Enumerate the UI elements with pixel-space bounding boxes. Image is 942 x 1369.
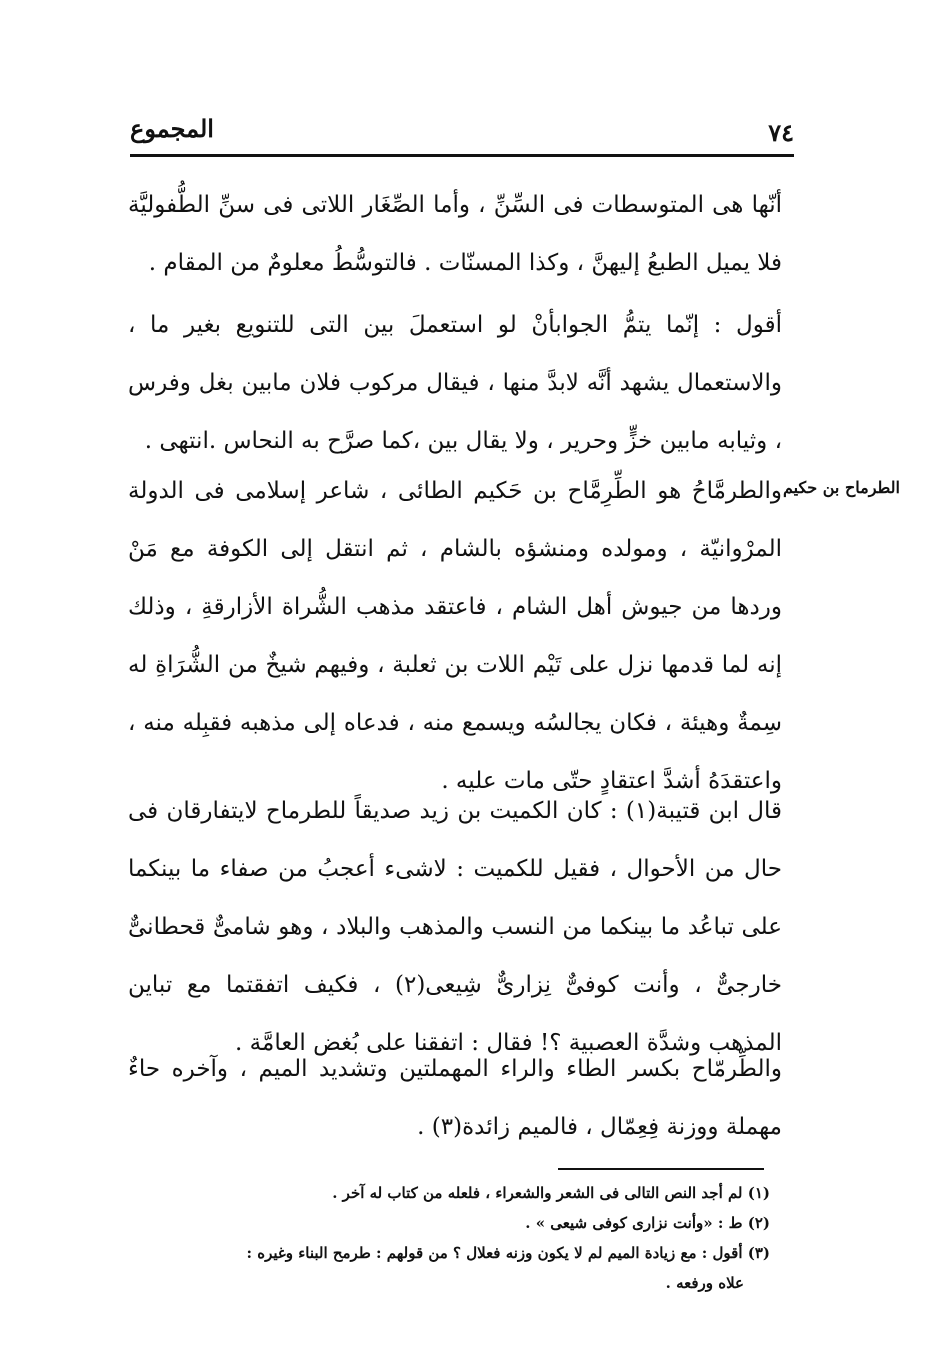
footnote-3: (٣) أقول : مع زيادة الميم لم لا يكون وزنه فعلال ؟ من قولهم : طرمح البناء وغيره :: [246, 1244, 770, 1262]
running-title: المجموع: [130, 114, 214, 143]
paragraph-1: أنّها هى المتوسطات فى السِّنِّ ، وأما الصِّغَار اللاتى فى سنِّ الطُّفوليَّة فلا يميل الطبعُ إليهنَّ ، وكذا المسنّات . فالتوسُّطُ معلومٌ من المقام .: [128, 192, 782, 276]
footnote-3-continuation: علاه ورفعه .: [665, 1274, 744, 1292]
footnote-rule: [558, 1168, 764, 1170]
page-header: [130, 108, 794, 152]
footnote-1: (١) لم أجد النص التالى فى الشعر والشعراء ، فلعله من كتاب له آخر .: [332, 1184, 770, 1202]
paragraph-4: قال ابن قتيبة(١) : كان الكميت بن زيد صديقاً للطرماح لايتفارقان فى حال من الأحوال ، فقيل للكميت : لاشىء أعجبُ من صفاء ما بينكما على تباعُد ما بينكما من النسب والمذهب والبلاد ، وهو شامىٌّ قحطانىٌّ خارجىٌّ ، وأنت كوفىٌّ نِزارىٌّ شِيعى(٢) ، فكيف اتفقتما مع تباين المذهب وشدَّة العصبية ؟! فقال : اتفقنا على بُغض العامَّة .: [128, 798, 782, 1056]
header-rule: [130, 154, 794, 157]
margin-note: الطرماح بن حكيم: [782, 478, 900, 497]
paragraph-2: أقول : إنّما يتمُّ الجوابأنْ لو استعملَ بين التى للتنويع بغير ما ، والاستعمال يشهد أنَّه لابدَّ منها ، فيقال مركوب فلان مابين بغل وفرس ، وثيابه مابين خزٍّ وحرير ، ولا يقال بين ،كما صرَّح به النحاس .انتهى .: [128, 312, 782, 454]
paragraph-5: والطِّرمّاح بكسر الطاء والراء المهملتين وتشديد الميم ، وآخره حاءٌ مهملة ووزنة فِعِمّال ، فالميم زائدة(٣) .: [128, 1056, 782, 1140]
page-number: ٧٤: [768, 118, 794, 147]
footnotes: [150, 1178, 770, 1298]
paragraph-3: والطرمَّاحُ هو الطِّرِمَّاح بن حَكيم الطائى ، شاعر إسلامى فى الدولة المرْوانيّة ، ومولده ومنشؤه بالشام ، ثم انتقل إلى الكوفة مع مَنْ وردها من جيوش أهل الشام ، فاعتقد مذهب الشُّراة الأزارقةِ ، وذلك إنه لما قدمها نزل على تَيْم اللات بن ثعلبة ، وفيهم شيخٌ من الشُّرَاةِ له سِمةٌ وهيئة ، فكان يجالسُه ويسمع منه ، فدعاه إلى مذهبه فقبِله منه ، واعتقدَهُ أشدَّ اعتقادٍ حتّى مات عليه .: [128, 478, 782, 794]
footnote-2: (٢) ط : «وأنت نزارى كوفى شيعى » .: [525, 1214, 770, 1232]
